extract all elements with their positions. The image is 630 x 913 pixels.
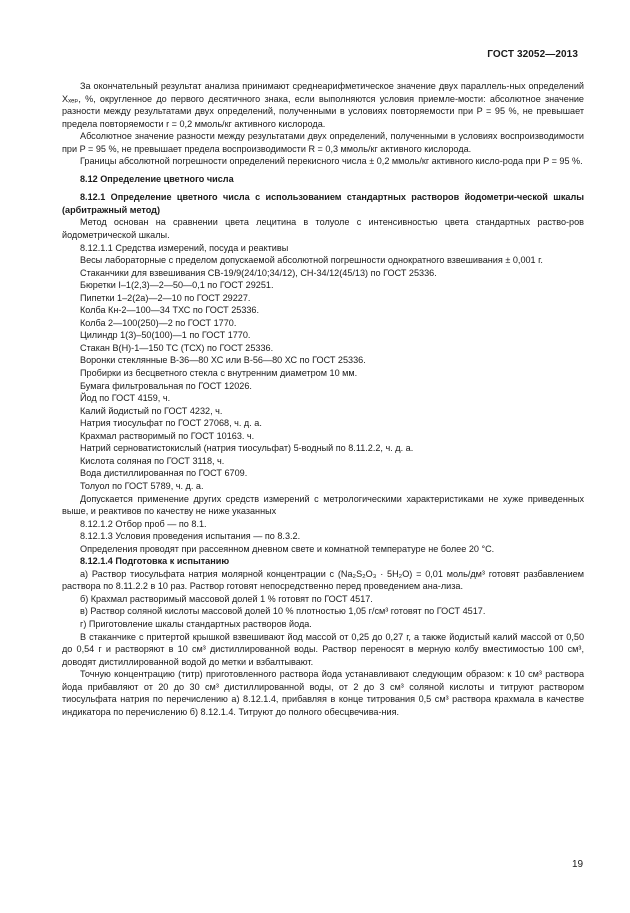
clause-heading: 8.12.1.4 Подготовка к испытанию	[80, 556, 230, 567]
list-item: Воронки стеклянные В-36—80 ХС или В-56—80 ХС по ГОСТ 25336.	[80, 355, 366, 366]
paragraph: б) Крахмал растворимый массовой долей 1 % готовят по ГОСТ 4517.	[80, 593, 373, 604]
paragraph: г) Приготовление шкалы стандартных растворов йода.	[80, 618, 312, 629]
list-item: Натрий серноватистокислый (натрия тиосульфат) 5-водный по 8.11.2.2, ч. д. а.	[80, 443, 414, 454]
list-item: Калий йодистый по ГОСТ 4232, ч.	[80, 405, 223, 416]
clause-title: 8.12.1.1 Средства измерений, посуда и реактивы	[80, 242, 289, 253]
paragraph: а) Раствор тиосульфата натрия молярной концентрации c (Na₂S₂O₃ · 5H₂O) = 0,01 моль/дм³ готовят разбавлением раствора по 8.11.2.2 в 10 раз. Раствор готовят непосредственно перед проведением ана-лиза.	[62, 568, 584, 592]
list-item: Цилиндр 1(3)–50(100)—1 по ГОСТ 1770.	[80, 330, 251, 341]
section-heading: 8.12 Определение цветного числа	[80, 173, 234, 184]
page-body	[62, 80, 584, 718]
paragraph: В стаканчике с притертой крышкой взвешивают йод массой от 0,25 до 0,27 г, а также йодистый калий массой от 0,50 до 0,54 г и растворяют в 10 см³ дистиллированной воды. Раствор переносят в мерную колбу вместимостью 100 см³, доводят дистиллированной водой до метки и взбалтывают.	[62, 631, 584, 667]
list-item: Стакан В(Н)-1—150 ТС (ТСХ) по ГОСТ 25336.	[80, 342, 274, 353]
paragraph: Границы абсолютной погрешности определений перекисного числа ± 0,2 ммоль/кг активного кисло-рода при P = 95 %.	[80, 156, 583, 167]
list-item: Стаканчики для взвешивания СВ-19/9(24/10;34/12), СН-34/12(45/13) по ГОСТ 25336.	[80, 267, 437, 278]
list-item: Пробирки из бесцветного стекла с внутренним диаметром 10 мм.	[80, 368, 358, 379]
paragraph: Точную концентрацию (титр) приготовленного раствора йода устанавливают следующим образом: к 10 см³ раствора йода прибавляют от 20 до 30 см³ дистиллированной воды, от 2 до 3 см³ соляной кислоты и титруют раствором тиосульфата натрия по перечислению а) 8.12.1.4, прибавляя в конце титрования 0,5 см³ раствора крахмала в качестве индикатора по перечислению б) 8.12.1.4. Титруют до полного обесцвечива-ния.	[62, 669, 584, 717]
paragraph: Абсолютное значение разности между результатами двух определений, полученными в условиях воспроизводимости при P = 95 %, не превышает предела воспроизводимости R = 0,3 ммоль/кг активного кислорода.	[62, 131, 584, 154]
list-item: Пипетки 1–2(2а)—2—10 по ГОСТ 29227.	[80, 292, 251, 303]
list-item: Колба Кн-2—100—34 ТХС по ГОСТ 25336.	[80, 305, 260, 316]
paragraph: Допускается применение других средств измерений с метрологическими характеристиками не хуже приведенных выше, и реактивов по качеству не ниже указанных	[62, 493, 584, 517]
standard-number: ГОСТ 32052—2013	[487, 49, 578, 60]
list-item: Вода дистиллированная по ГОСТ 6709.	[80, 468, 248, 479]
list-item: Толуол по ГОСТ 5789, ч. д. а.	[80, 480, 204, 491]
paragraph: Метод основан на сравнении цвета лецитина в толуоле с интенсивностью цвета стандартных раство-ров йодометрической шкалы.	[62, 217, 584, 241]
list-item: Йод по ГОСТ 4159, ч.	[80, 393, 171, 404]
page-number: 19	[572, 859, 584, 870]
list-item: Колба 2—100(250)—2 по ГОСТ 1770.	[80, 317, 237, 328]
clause-title: 8.12.1.2 Отбор проб — по 8.1.	[80, 518, 207, 529]
paragraph: в) Раствор соляной кислоты массовой долей 10 % плотностью 1,05 г/см³ готовят по ГОСТ 4517.	[80, 606, 486, 617]
list-item: Бюретки I–1(2,3)—2—50—0,1 по ГОСТ 29251.	[80, 280, 274, 291]
list-item: Крахмал растворимый по ГОСТ 10163. ч.	[80, 430, 255, 441]
list-item: Натрия тиосульфат по ГОСТ 27068, ч. д. а.	[80, 418, 262, 429]
subsection-heading: 8.12.1 Определение цветного числа с использованием стандартных растворов йодометри-ческой шкалы (арбитражный метод)	[62, 192, 584, 215]
paragraph: Определения проводят при рассеянном дневном свете и комнатной температуре не более 20 °С.	[80, 543, 495, 554]
paragraph: За окончательный результат анализа принимают среднеарифметическое значение двух параллель-ных определений Xₓₑₚ, %, округленное до первого десятичного знака, если выполняются условия приемле-мости: абсолютное значение разности между результатами двух определений, полученными в условиях повторяемости при P = 95 %, не превышает предела повторяемости r = 0,2 ммоль/кг активного кислорода.	[62, 81, 584, 129]
list-item: Кислота соляная по ГОСТ 3118, ч.	[80, 455, 225, 466]
clause-title: 8.12.1.3 Условия проведения испытания — по 8.3.2.	[80, 531, 301, 542]
list-item: Весы лабораторные с пределом допускаемой абсолютной погрешности однократного взвешивания ± 0,001 г.	[80, 255, 543, 266]
list-item: Бумага фильтровальная по ГОСТ 12026.	[80, 380, 252, 391]
